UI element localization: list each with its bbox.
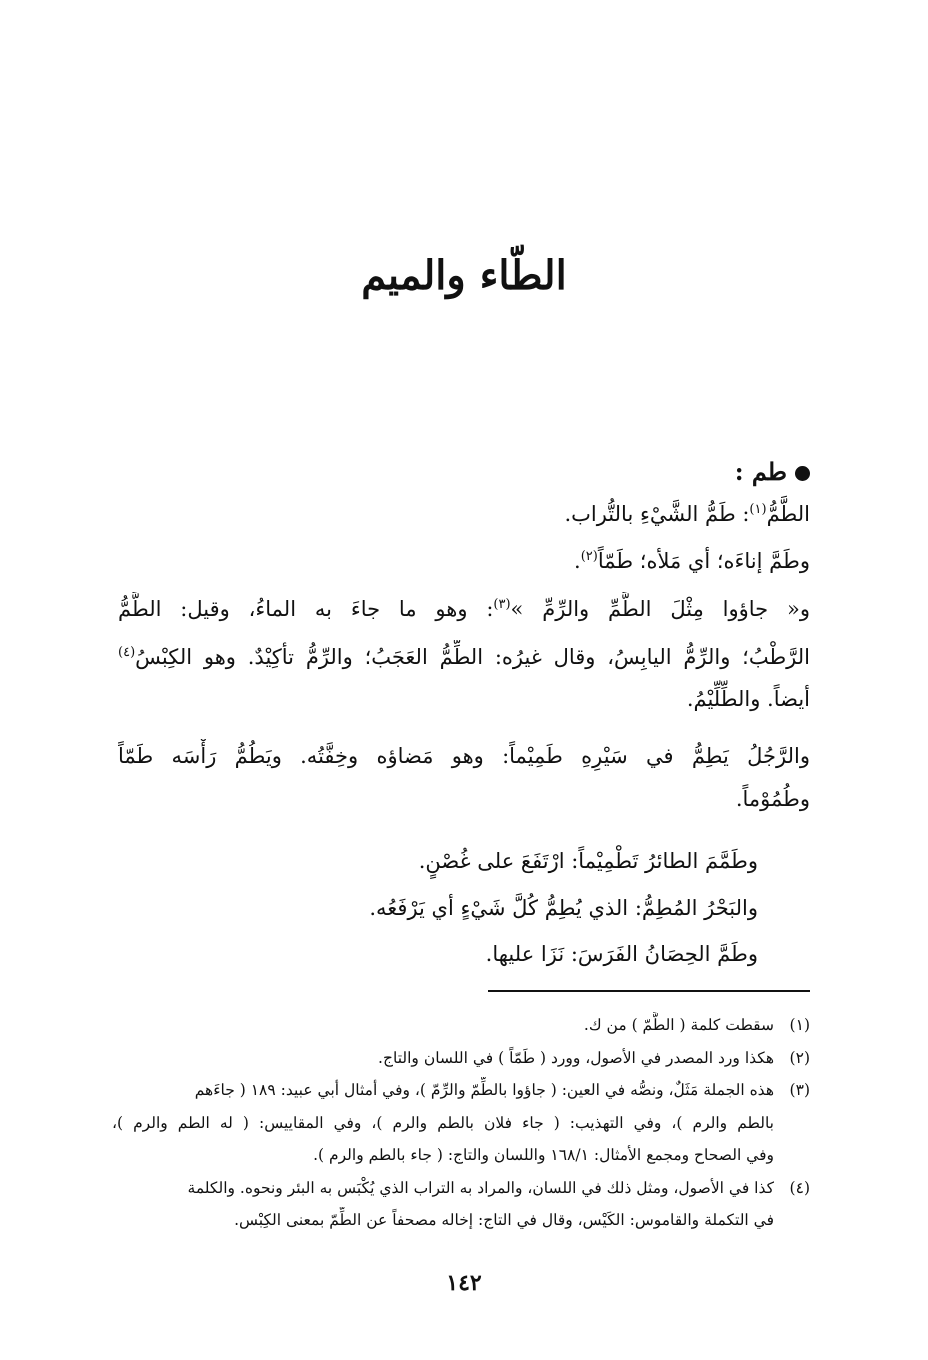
footnote-number: (٢) <box>789 1049 810 1067</box>
entry-heading <box>735 454 810 490</box>
footnote-ref: (٣) <box>493 597 511 612</box>
body-line: و« جاؤوا مِثْلَ الطَّمِّ والرِّمِّ »$^{(٣)}$: وهو ما جاءَ به الماءُ، وقيل: الطَّمُّ <box>118 597 810 621</box>
body-line: والرَّجُلُ يَطِمُّ في سَيْرِهِ طَمِيْماً: وهو مَضاؤه وخِفَّتُه. ويَطُمُّ رَأْسَه طَمّاً <box>118 744 810 768</box>
footnote-divider <box>488 990 810 992</box>
footnote-text: هكذا ورد المصدر في الأصول، وورد ( طَمّاً ) في اللسان والتاج. <box>378 1049 774 1067</box>
body-line: وطُمُوْماً. <box>735 787 810 811</box>
footnote <box>112 1045 810 1071</box>
footnote-text: هذه الجملة مَثَلٌ، ونصُّه في العين: ( جاؤوا بالطِّمّ والرِّمّ )، وفي أمثال أبي عبيد: ١٨٩ ( جاءَهم <box>194 1081 774 1099</box>
body-line: وطَمَّ إناءَه؛ أي مَلأه؛ طَمّاً$^{(٢)}$. <box>574 549 810 573</box>
footnote-continuation: في التكملة والقاموس: الكَيْس، وقال في التاج: إخاله مصحفاً عن الطِّمّ بمعنى الكِبْس. <box>234 1211 774 1229</box>
entry-heading-text: طم : <box>734 457 787 486</box>
chapter-title: الطّاء والميم <box>361 252 567 299</box>
footnote <box>112 1077 810 1103</box>
footnote-ref: (٤) <box>118 645 136 660</box>
body-line: الرَّطْبُ؛ والرِّمُّ اليابِسُ، وقال غيرُه: الطِّمُّ العَجَبُ؛ والرِّمُّ تأكِيْدٌ. وهو الكِبْسُ$^{(٤)}$ <box>118 645 810 669</box>
body-line: وطَمَّمَ الطائرُ تَطْمِيْماً: ارْتَفَعَ على غُصْنٍ. <box>418 849 758 873</box>
footnote-number: (١) <box>789 1016 810 1034</box>
bullet-icon <box>795 466 810 481</box>
footnote-ref: (١) <box>749 502 767 517</box>
body-line: وطَمَّ الحِصَانُ الفَرَسَ: نَزَا عليها. <box>485 942 758 966</box>
body-line: والبَحْرُ المُطِمُّ: الذي يُطِمُّ كُلَّ شَيْءٍ أي يَرْفَعُه. <box>369 896 758 920</box>
page-number: ١٤٢ <box>446 1270 482 1296</box>
footnote <box>112 1175 810 1201</box>
footnote-ref: (٢) <box>580 549 598 564</box>
footnote <box>112 1012 810 1038</box>
footnote-number: (٤) <box>789 1179 810 1197</box>
body-line: الطَّمُّ$^{(١)}$: طَمُّ الشَّيْءِ بالتُّراب. <box>564 502 810 526</box>
footnote-text: كذا في الأصول، ومثل ذلك في اللسان، والمراد به التراب الذي يُكْبَس به البئر ونحوه. والكلمة <box>187 1179 774 1197</box>
body-line: أيضاً. والطِّلِّيْمُ. <box>686 687 810 711</box>
footnote-continuation: وفي الصحاح ومجمع الأمثال: ١٦٨/١ واللسان والتاج: ( جاء بالطم والرم ). <box>313 1146 774 1164</box>
footnote-number: (٣) <box>789 1081 810 1099</box>
footnote-text: سقطت كلمة ( الطَّمّ ) من ك. <box>583 1016 774 1034</box>
footnote-continuation: بالطم والرم )، وفي التهذيب: ( جاء فلان بالطم والرم )، وفي المقاييس: ( له الطم والرم )، <box>112 1114 774 1132</box>
